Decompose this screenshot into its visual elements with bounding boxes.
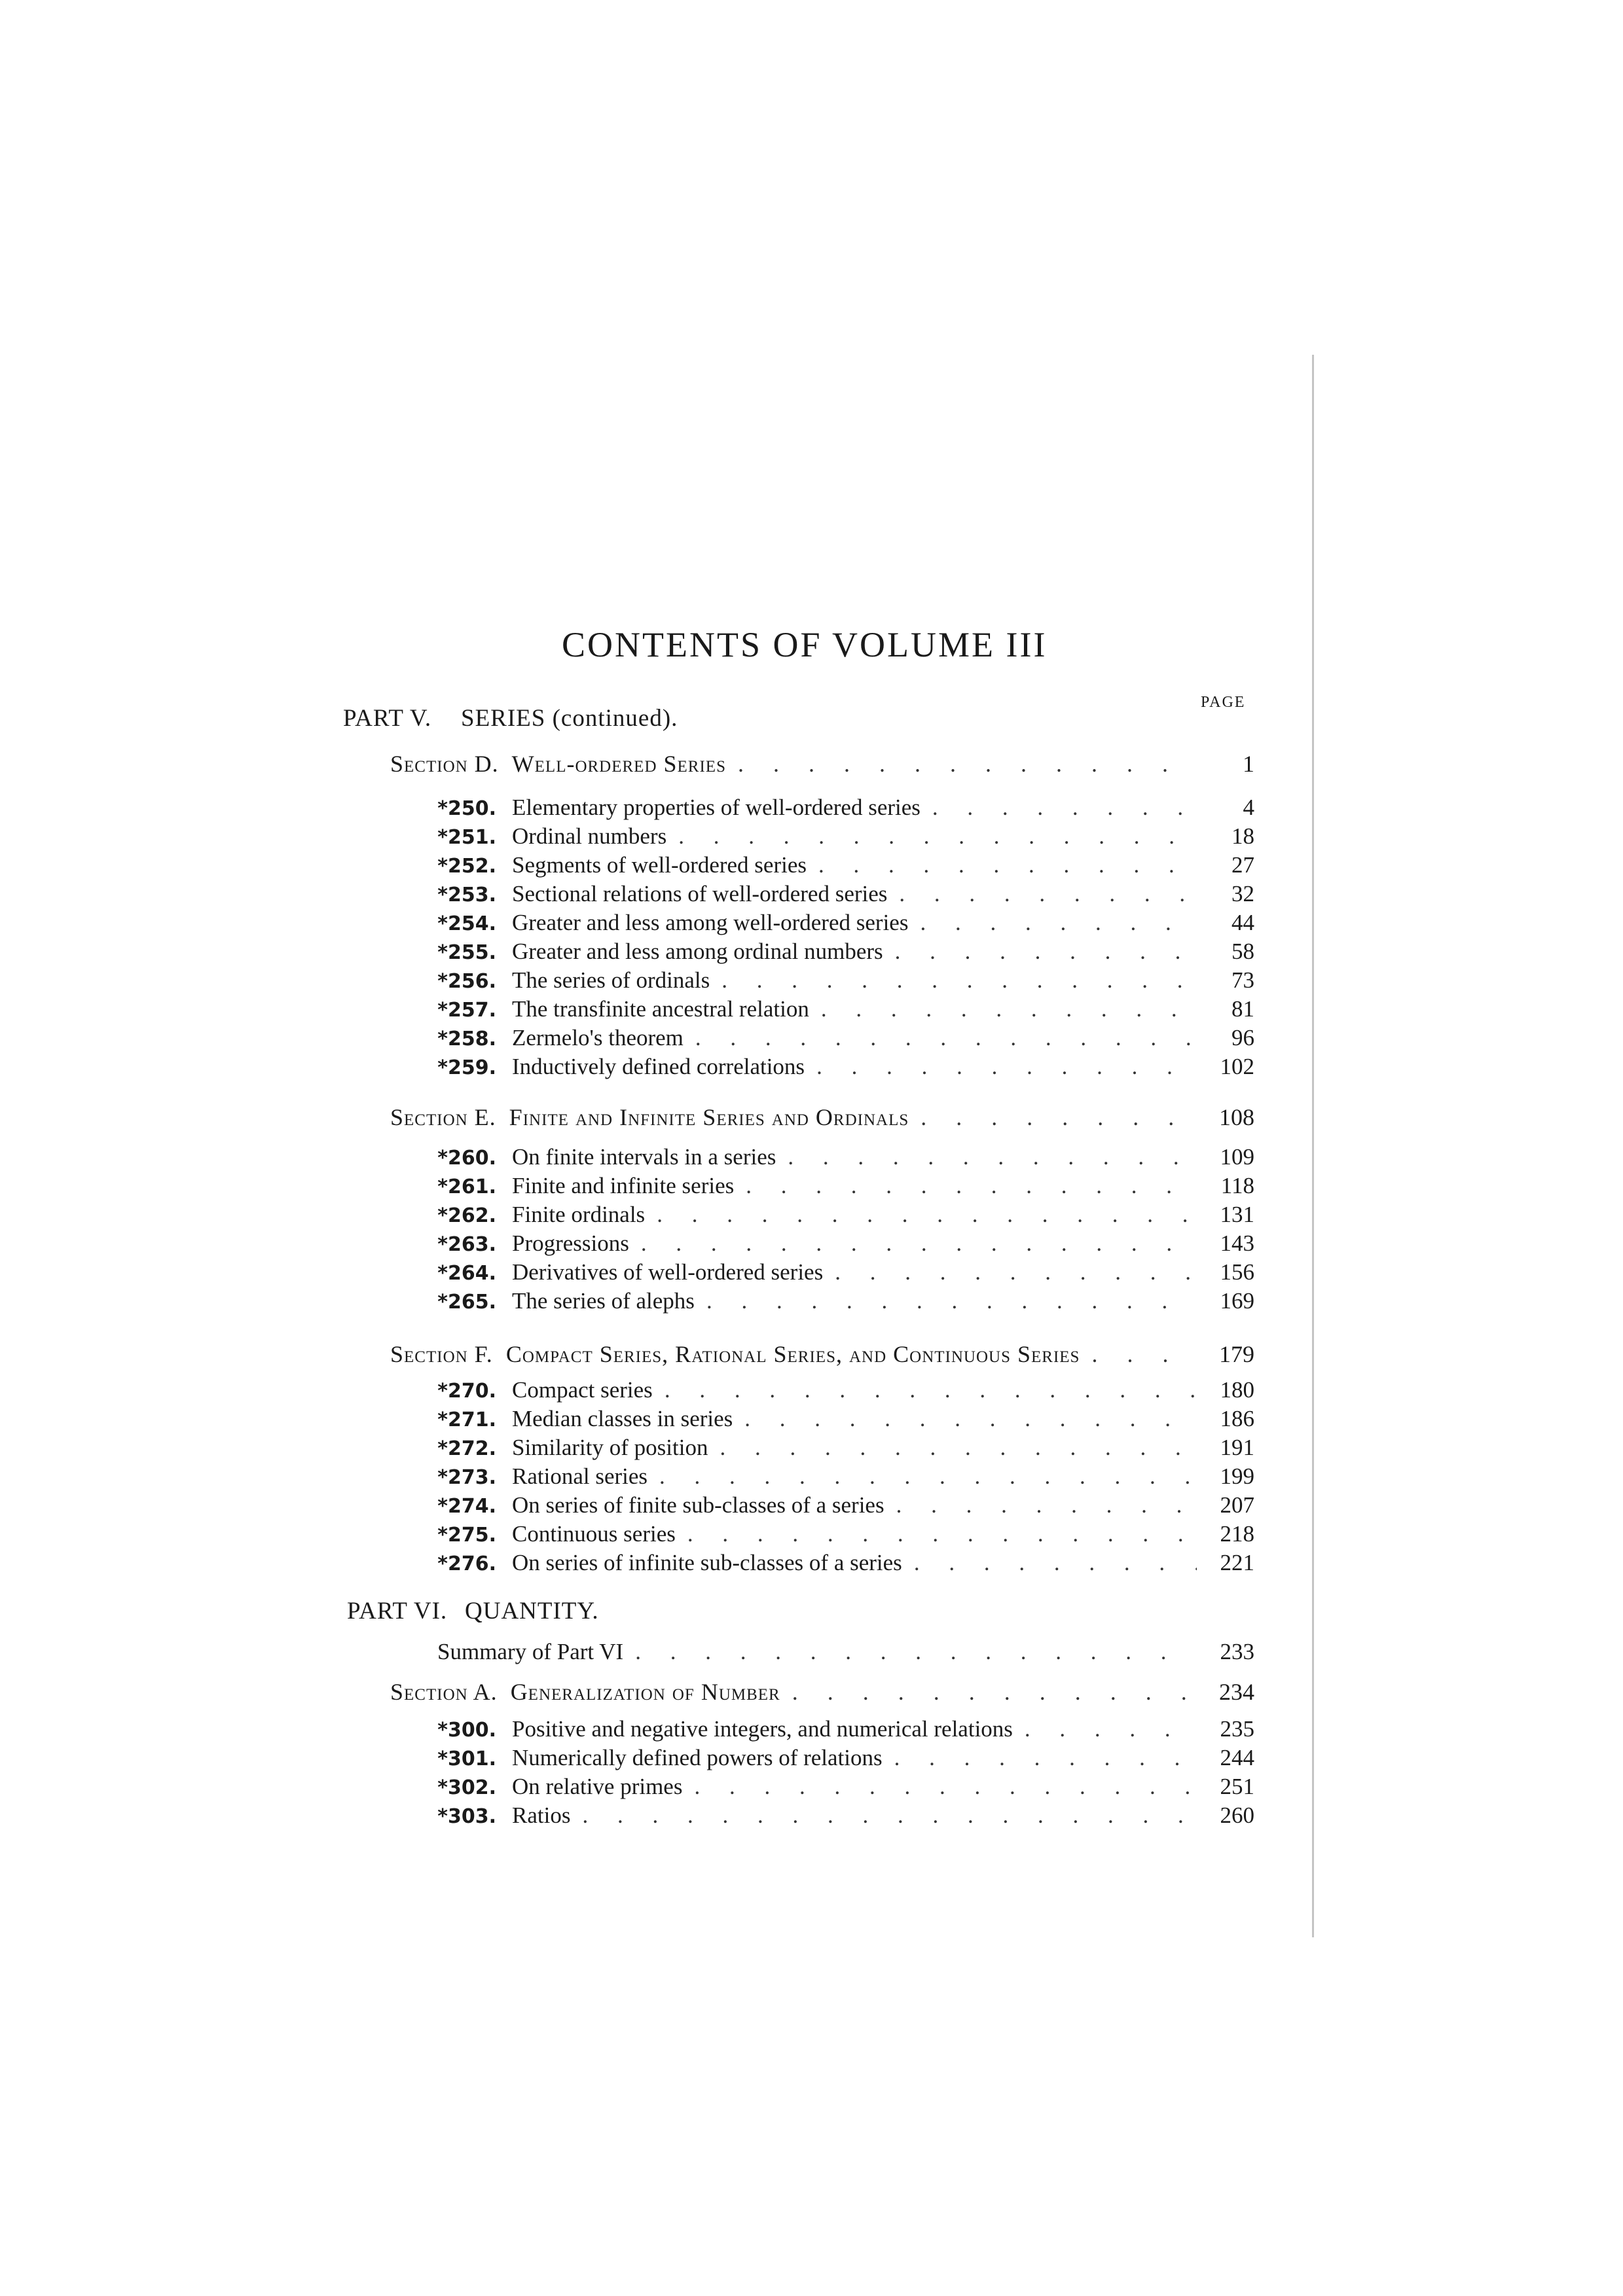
entry-number: *264. bbox=[437, 1262, 496, 1285]
toc-entry bbox=[426, 1230, 1254, 1259]
entry-title: Summary of Part VI bbox=[437, 1639, 624, 1664]
entry-title: Derivatives of well-ordered series bbox=[512, 1259, 824, 1285]
section-d-entries bbox=[426, 795, 1254, 1083]
entry-title: Continuous series bbox=[512, 1521, 676, 1547]
leader-dots bbox=[894, 1745, 1197, 1771]
toc-entry bbox=[426, 1288, 1254, 1317]
section-title: Compact Series, Rational Series, and Continuous Series bbox=[505, 1341, 1080, 1367]
leader-dots bbox=[635, 1639, 1197, 1665]
section-f-heading bbox=[390, 1340, 1254, 1371]
entry-title: Greater and less among well-ordered series bbox=[512, 910, 909, 935]
page-number: 32 bbox=[1231, 881, 1254, 906]
leader-dots bbox=[816, 1054, 1197, 1080]
entry-title: On finite intervals in a series bbox=[512, 1144, 776, 1170]
leader-dots bbox=[914, 1550, 1197, 1576]
page-number: 73 bbox=[1231, 967, 1254, 993]
entry-number: *301. bbox=[437, 1748, 496, 1770]
leader-dots bbox=[678, 823, 1197, 850]
leader-dots bbox=[788, 1144, 1197, 1170]
entry-number: *262. bbox=[437, 1204, 496, 1227]
entry-title: Median classes in series bbox=[512, 1406, 733, 1431]
part-v-heading bbox=[343, 704, 678, 732]
entry-number: *271. bbox=[437, 1408, 496, 1431]
toc-entry bbox=[426, 910, 1254, 939]
entry-number: *303. bbox=[437, 1805, 496, 1828]
leader-dots bbox=[818, 852, 1197, 878]
entry-title: Progressions bbox=[512, 1230, 629, 1256]
entry-title: On series of infinite sub-classes of a series bbox=[512, 1550, 902, 1575]
toc-entry bbox=[426, 1406, 1254, 1435]
entry-title: The series of alephs bbox=[512, 1288, 695, 1314]
entry-title: Numerically defined powers of relations bbox=[512, 1745, 883, 1770]
leader-dots bbox=[641, 1230, 1197, 1257]
leader-dots bbox=[721, 967, 1197, 994]
page-number: 244 bbox=[1220, 1745, 1254, 1770]
entry-title: Greater and less among ordinal numbers bbox=[512, 939, 883, 964]
entry-title: On series of finite sub-classes of a series bbox=[512, 1492, 884, 1518]
leader-dots bbox=[582, 1803, 1197, 1829]
toc-entry bbox=[437, 1639, 1254, 1668]
entry-number: *265. bbox=[437, 1291, 496, 1314]
page-number: 233 bbox=[1220, 1639, 1254, 1664]
entry-title: Similarity of position bbox=[512, 1435, 708, 1460]
section-title: Well-ordered Series bbox=[511, 751, 726, 777]
page-number: 118 bbox=[1220, 1173, 1254, 1198]
toc-entry bbox=[426, 1716, 1254, 1745]
toc-entry bbox=[426, 1025, 1254, 1054]
toc-entry bbox=[426, 1054, 1254, 1083]
toc-entry bbox=[426, 1377, 1254, 1406]
section-title: Generalization of Number bbox=[510, 1679, 780, 1705]
page-title: CONTENTS OF VOLUME III bbox=[562, 625, 1048, 664]
leader-dots bbox=[738, 750, 1197, 778]
entry-title: Segments of well-ordered series bbox=[512, 852, 807, 878]
entry-number: *250. bbox=[437, 797, 496, 820]
leader-dots bbox=[921, 1103, 1197, 1131]
toc-entry bbox=[426, 1435, 1254, 1463]
entry-number: *275. bbox=[437, 1524, 496, 1547]
entry-number: *272. bbox=[437, 1437, 496, 1460]
section-a-entries bbox=[426, 1716, 1254, 1831]
page-number: 18 bbox=[1231, 823, 1254, 849]
entry-title: Inductively defined correlations bbox=[512, 1054, 805, 1079]
summary-of-part-vi bbox=[437, 1639, 1254, 1668]
section-title: Finite and Infinite Series and Ordinals bbox=[509, 1104, 909, 1130]
part-number: PART V. bbox=[343, 705, 432, 732]
page-number: 27 bbox=[1231, 852, 1254, 878]
entry-number: *257. bbox=[437, 999, 496, 1022]
part-title: SERIES (continued). bbox=[461, 705, 678, 732]
entry-number: *258. bbox=[437, 1028, 496, 1050]
leader-dots bbox=[792, 1678, 1197, 1706]
toc-entry bbox=[426, 1259, 1254, 1288]
page-number: 44 bbox=[1231, 910, 1254, 935]
leader-dots bbox=[920, 910, 1197, 936]
toc-entry bbox=[426, 996, 1254, 1025]
leader-dots bbox=[1091, 1340, 1197, 1368]
page-number: 251 bbox=[1220, 1774, 1254, 1799]
part-vi-heading bbox=[347, 1597, 599, 1625]
entry-number: *256. bbox=[437, 970, 496, 993]
page-number: 58 bbox=[1231, 939, 1254, 964]
page-number: 169 bbox=[1220, 1288, 1254, 1314]
entry-title: The series of ordinals bbox=[512, 967, 710, 993]
page-number: 108 bbox=[1219, 1104, 1254, 1130]
toc-entry bbox=[426, 795, 1254, 823]
entry-number: *273. bbox=[437, 1466, 496, 1489]
toc-entry bbox=[426, 881, 1254, 910]
page-number: 191 bbox=[1220, 1435, 1254, 1460]
page-number: 235 bbox=[1220, 1716, 1254, 1742]
page-number: 96 bbox=[1231, 1025, 1254, 1050]
leader-dots bbox=[687, 1521, 1197, 1547]
leader-dots bbox=[899, 881, 1197, 907]
part-number: PART VI. bbox=[347, 1598, 448, 1624]
leader-dots bbox=[895, 939, 1197, 965]
page-number: 218 bbox=[1220, 1521, 1254, 1547]
entry-number: *261. bbox=[437, 1175, 496, 1198]
entry-number: *300. bbox=[437, 1719, 496, 1742]
leader-dots bbox=[706, 1288, 1197, 1314]
page-number: 102 bbox=[1220, 1054, 1254, 1079]
section-label: Section F. bbox=[390, 1341, 493, 1367]
page-number: 131 bbox=[1220, 1202, 1254, 1227]
leader-dots bbox=[835, 1259, 1197, 1285]
toc-entry bbox=[426, 1202, 1254, 1230]
leader-dots bbox=[821, 996, 1197, 1022]
leader-dots bbox=[744, 1406, 1197, 1432]
section-d-heading bbox=[390, 750, 1254, 780]
page-number: 179 bbox=[1219, 1341, 1254, 1367]
toc-entry bbox=[426, 1774, 1254, 1803]
entry-title: Ratios bbox=[512, 1803, 571, 1828]
section-label: Section A. bbox=[390, 1679, 498, 1705]
entry-title: The transfinite ancestral relation bbox=[512, 996, 809, 1022]
section-a-heading bbox=[390, 1678, 1254, 1708]
toc-entry bbox=[426, 823, 1254, 852]
toc-entry bbox=[426, 1492, 1254, 1521]
toc-entry bbox=[426, 1745, 1254, 1774]
entry-number: *255. bbox=[437, 941, 496, 964]
page-number: 234 bbox=[1219, 1679, 1254, 1705]
entry-title: On relative primes bbox=[512, 1774, 683, 1799]
toc-entry bbox=[426, 1173, 1254, 1202]
toc-entry bbox=[426, 1550, 1254, 1579]
section-e-heading bbox=[390, 1103, 1254, 1134]
entry-title: Zermelo's theorem bbox=[512, 1025, 684, 1050]
entry-number: *263. bbox=[437, 1233, 496, 1256]
entry-title: Ordinal numbers bbox=[512, 823, 667, 849]
page-number: 81 bbox=[1231, 996, 1254, 1022]
section-e-entries bbox=[426, 1144, 1254, 1317]
entry-number: *274. bbox=[437, 1495, 496, 1518]
part-title: QUANTITY. bbox=[465, 1598, 599, 1624]
leader-dots bbox=[932, 795, 1197, 821]
page-number: 1 bbox=[1243, 751, 1254, 777]
leader-dots bbox=[659, 1463, 1197, 1490]
section-label: Section E. bbox=[390, 1104, 496, 1130]
toc-entry bbox=[426, 939, 1254, 967]
leader-dots bbox=[720, 1435, 1197, 1461]
entry-number: *276. bbox=[437, 1552, 496, 1575]
entry-number: *253. bbox=[437, 884, 496, 906]
leader-dots bbox=[694, 1774, 1197, 1800]
entry-number: *259. bbox=[437, 1056, 496, 1079]
section-f-entries bbox=[426, 1377, 1254, 1579]
toc-entry bbox=[426, 852, 1254, 881]
entry-title: Sectional relations of well-ordered series bbox=[512, 881, 888, 906]
leader-dots bbox=[896, 1492, 1197, 1518]
toc-entry bbox=[426, 1144, 1254, 1173]
page-number: 221 bbox=[1220, 1550, 1254, 1575]
leader-dots bbox=[746, 1173, 1197, 1199]
entry-number: *254. bbox=[437, 912, 496, 935]
page-column-header: PAGE bbox=[1201, 694, 1246, 711]
leader-dots bbox=[657, 1202, 1197, 1228]
page-number: 180 bbox=[1220, 1377, 1254, 1403]
entry-title: Finite and infinite series bbox=[512, 1173, 735, 1198]
page-number: 186 bbox=[1220, 1406, 1254, 1431]
leader-dots bbox=[1025, 1716, 1197, 1742]
toc-entry bbox=[426, 1803, 1254, 1831]
margin-rule bbox=[1312, 355, 1314, 1937]
page-number: 207 bbox=[1220, 1492, 1254, 1518]
page-number: 143 bbox=[1220, 1230, 1254, 1256]
entry-title: Rational series bbox=[512, 1463, 648, 1489]
entry-number: *302. bbox=[437, 1776, 496, 1799]
entry-title: Finite ordinals bbox=[512, 1202, 646, 1227]
entry-title: Compact series bbox=[512, 1377, 653, 1403]
entry-number: *270. bbox=[437, 1380, 496, 1403]
entry-number: *252. bbox=[437, 855, 496, 878]
toc-entry bbox=[426, 1463, 1254, 1492]
page-number: 260 bbox=[1220, 1803, 1254, 1828]
section-label: Section D. bbox=[390, 751, 499, 777]
page-number: 156 bbox=[1220, 1259, 1254, 1285]
entry-number: *251. bbox=[437, 826, 496, 849]
page-number: 199 bbox=[1220, 1463, 1254, 1489]
leader-dots bbox=[695, 1025, 1197, 1051]
toc-entry bbox=[426, 1521, 1254, 1550]
entry-title: Positive and negative integers, and numerical relations bbox=[512, 1716, 1013, 1742]
page-number: 109 bbox=[1220, 1144, 1254, 1170]
toc-entry bbox=[426, 967, 1254, 996]
entry-title: Elementary properties of well-ordered series bbox=[512, 795, 921, 820]
leader-dots bbox=[665, 1377, 1197, 1403]
page-number: 4 bbox=[1243, 795, 1254, 820]
entry-number: *260. bbox=[437, 1147, 496, 1170]
